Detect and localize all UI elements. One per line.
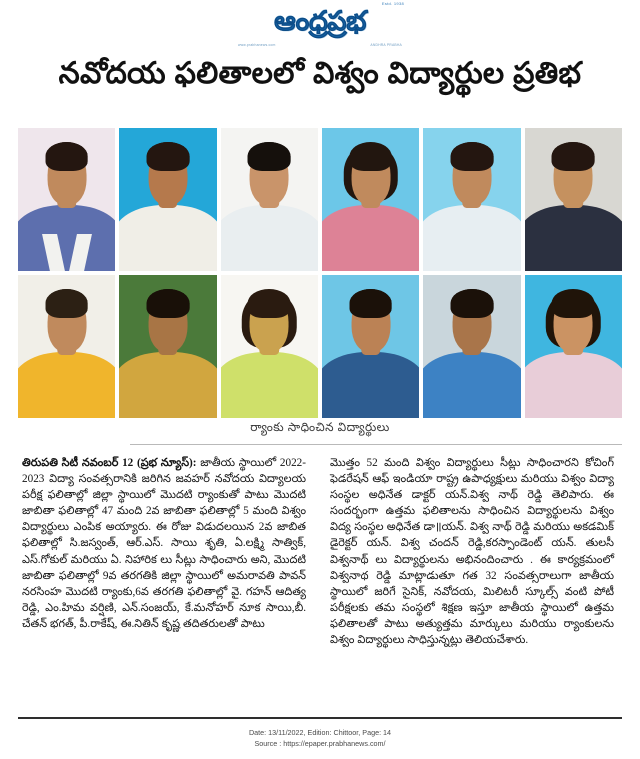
student-photo: [221, 275, 318, 418]
photo-fringe: [349, 142, 392, 171]
photo-fringe: [147, 142, 190, 171]
photo-torso: [423, 205, 520, 271]
photo-fringe: [552, 142, 595, 171]
student-photo: [119, 275, 216, 418]
photo-fringe: [147, 289, 190, 318]
student-photo: [322, 128, 419, 271]
student-photo: [423, 275, 520, 418]
photo-torso: [322, 352, 419, 418]
masthead-website-text: www.prabhanews.com: [238, 43, 276, 47]
student-photo: [119, 128, 216, 271]
student-photo: [525, 128, 622, 271]
divider-bottom: [18, 717, 622, 719]
photo-torso: [423, 352, 520, 418]
source-footer: [0, 727, 640, 749]
page-title: నవోదయ ఫలితాలలో విశ్వం విద్యార్థుల ప్రతిభ: [58, 57, 582, 90]
photo-fringe: [451, 289, 494, 318]
photo-torso: [525, 205, 622, 271]
andhra-prabha-masthead-icon: [230, 1, 410, 47]
photo-torso: [322, 205, 419, 271]
student-photo: [18, 128, 115, 271]
article-dateline: తిరుపతి సిటీ నవంబర్ 12 (ప్రభ న్యూస్):: [22, 457, 197, 469]
masthead-tagline-text: ANDHRA PRABHA: [370, 43, 402, 47]
student-photo: [322, 275, 419, 418]
footer-date-edition: Date: 13/11/2022, Edition: Chittoor, Page: 14: [248, 728, 392, 737]
photo-fringe: [552, 289, 595, 318]
photo-fringe: [451, 142, 494, 171]
article-text-left: జాతీయ స్థాయిలో 2022-2023 విద్యా సంవత్సరానికి జరిగిన జవహర్ నవోదయ విద్యాలయ పరీక్ష ఫలితాల్లో జిల్లా స్థాయిలో మొదటి ర్యాంకుతో పాటు మొదటి జాబితా ఫలితాల్లో 47 మంది 2వ జాబితా ఫలితాల్లో 5 మంది విశ్వం విద్యార్థులు ఎంపిక అయ్యారు. ఈ రోజు విడుదలయిన 2వ జాబిత ఫలితాల్లో సి.జస్వంత్, ఆర్.ఎస్. సాయి శృతి, ఏ.లక్ష్మి సాత్విక్, ఎస్.గోకుల్ మరియు ఏ. నిహారిక లు సీట్లు సాధించారు అని, మొదటి జాబితా ఫలితాల్లో 9వ తరగతికి జిల్లా స్థాయిలో అమరావతి పావన్ నరసింహ మొదటి ర్యాంకు,6వ తరగతి ఫలితాల్లో వై. గహన్ ఆదిత్య రెడ్డి, ఎం.హిమ వర్షిణి, ఎన్.సంజయ్, కే.మనోహర్ నూక సాయి,బీ. చేతన్ భగత్, పీ.రాకేష్, ఈ.నితిన్ కృష్ణ తదితరులతో పాటు: [22, 457, 306, 630]
article-text-right: మొత్తం 52 మంది విశ్వం విద్యార్థులు సీట్లు సాధించారని కోచింగ్ ఫెడరేషన్ ఆఫ్ ఇండియా రాష్ట్ర ఉపాధ్యక్షులు మరియు విశ్వం విద్యా సంస్థల అధినేత డాక్టర్ యన్.విశ్వ నాథ్ రెడ్డి తెలిపారు. ఈ సందర్భంగా ఉత్తమ ఫలితాలను సాధించిన విద్యార్థులను విశ్వం విద్య సంస్థల అధినేత డా॥యన్. విశ్వ నాథ్ రెడ్డి మరియు అకడమిక్ డైరెక్టర్ యన్. విశ్వ చందన్ రెడ్డి,కరస్పాండెంట్ యన్. తులసీ విశ్వనాథ్ లు విద్యార్థులను అభినందించారు . ఈ కార్యక్రమంలో విశ్వనాథ రెడ్డి మాట్లాడుతూ గత 32 సంవత్సరాలుగా జాతీయ స్థాయిలో జరిగే సైనిక్, నవోదయ, మిలిటరీ స్కూల్స్ వంటి పోటీ పరీక్షలకు తమ సంస్థలో శిక్షణ ఇస్తూ జాతీయ స్థాయిలో ఉత్తమ ఫలితాలతో పాటు అత్యుత్తమ మార్కులు మరియు ర్యాంకులను విశ్వం విద్యార్థులు సాధిస్తున్నట్లు తెలియచేశారు.: [330, 457, 614, 647]
divider-top: [130, 444, 622, 445]
photo-fringe: [45, 289, 88, 318]
photo-fringe: [248, 289, 291, 318]
footer-source-url: Source : https://epaper.prabhanews.com/: [254, 739, 386, 748]
student-photo: [18, 275, 115, 418]
photo-fringe: [248, 142, 291, 171]
article-column-right: [330, 455, 614, 713]
student-photo-grid: [18, 128, 622, 418]
photo-caption: ర్యాంకు సాధించిన విద్యార్థులు: [250, 420, 390, 434]
article-column-left: [22, 455, 306, 713]
photo-torso: [18, 205, 115, 271]
photo-torso: [119, 205, 216, 271]
photo-torso: [221, 205, 318, 271]
photo-fringe: [349, 289, 392, 318]
student-photo: [423, 128, 520, 271]
masthead: [0, 1, 640, 47]
photo-fringe: [45, 142, 88, 171]
article-body: [22, 455, 620, 713]
student-photo: [525, 275, 622, 418]
photo-torso: [119, 352, 216, 418]
photo-torso: [18, 352, 115, 418]
masthead-logo-text: ఆంధ్రప్రభ: [274, 6, 366, 36]
photo-torso: [525, 352, 622, 418]
masthead-established-text: Estd. 1938: [381, 1, 404, 6]
photo-torso: [221, 352, 318, 418]
student-photo: [221, 128, 318, 271]
